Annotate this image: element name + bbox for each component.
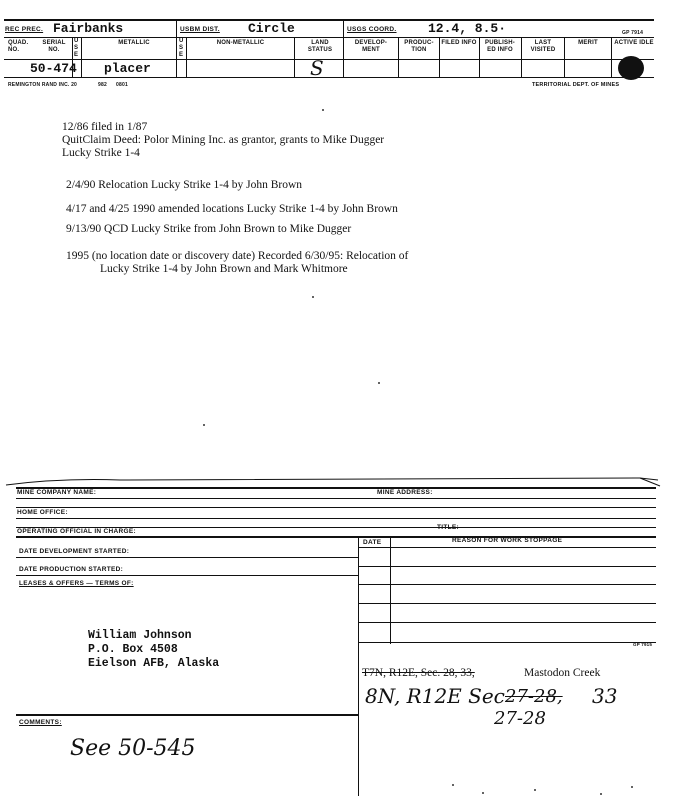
form-rule (16, 487, 656, 489)
note-line: 12/86 filed in 1/87 (62, 121, 148, 133)
mine-company-label: MINE COMPANY NAME: (17, 489, 97, 496)
table-rule (358, 584, 656, 585)
form-code-bottom: GP 7915 (633, 642, 653, 647)
form-rule (16, 714, 358, 716)
col-divider (564, 37, 565, 77)
col-divider (186, 37, 187, 77)
usgs-coord-label: USGS COORD. (347, 26, 397, 33)
address-city: Eielson AFB, Alaska (88, 657, 220, 670)
note-line: QuitClaim Deed: Polor Mining Inc. as grantor, grants to Mike Dugger (62, 134, 385, 146)
comments-label: COMMENTS: (19, 719, 62, 726)
col-divider (294, 37, 295, 77)
col-active-idle: ACTIVE IDLE (614, 40, 654, 46)
note-line: 1995 (no location date or discovery date) Recorded 6/30/95: Relocation of (66, 250, 409, 262)
table-rule (358, 566, 656, 567)
col-metallic: METALLIC (118, 40, 150, 46)
serial-value: 50-474 (30, 61, 77, 76)
home-office-label: HOME OFFICE: (17, 509, 68, 516)
col-use-nonmetallic: U S E (179, 38, 184, 58)
col-production: PRODUC- TION (404, 40, 434, 53)
location-creek: Mastodon Creek (524, 667, 601, 679)
location-hand-1-tail: 33 (592, 684, 618, 708)
reason-stoppage-label: REASON FOR WORK STOPPAGE (452, 537, 563, 544)
table-rule (358, 622, 656, 623)
location-struck: T7N, R12E, Sec. 28, 33, (362, 667, 475, 679)
table-rule (358, 603, 656, 604)
operating-official-label: OPERATING OFFICIAL IN CHARGE: (17, 528, 136, 535)
usgs-coord-value: 12.4, 8.5· (428, 21, 507, 36)
speck (600, 793, 602, 795)
col-divider (343, 19, 344, 37)
active-idle-mark (618, 56, 644, 80)
speck (322, 109, 324, 111)
header-rule-bottom (4, 77, 654, 78)
col-development: DEVELOP- MENT (354, 40, 388, 53)
land-status-value: S (310, 56, 324, 80)
table-rule (358, 547, 656, 548)
note-line: Lucky Strike 1-4 by John Brown and Mark Whitmore (100, 263, 348, 275)
usbm-dist-value: Circle (248, 21, 295, 36)
form-rule (16, 575, 358, 576)
speck (312, 296, 314, 298)
speck (482, 792, 484, 794)
table-divider (390, 536, 391, 644)
leases-offers-label: LEASES & OFFERS — TERMS OF: (19, 580, 134, 587)
form-rule (16, 498, 656, 499)
col-divider (176, 19, 177, 77)
title-label: TITLE: (437, 524, 460, 531)
col-use-metallic: U S E (74, 38, 79, 58)
col-divider (343, 37, 344, 77)
date-dev-started-label: DATE DEVELOPMENT STARTED: (19, 548, 130, 555)
form-rule (16, 557, 358, 558)
location-hand-2: 27-28 (494, 708, 546, 729)
note-line: 9/13/90 QCD Lucky Strike from John Brown to Mike Dugger (66, 223, 352, 235)
col-divider (479, 37, 480, 77)
table-divider (358, 536, 359, 796)
location-hand-1-struck: 27-28, (505, 686, 563, 707)
col-divider (521, 37, 522, 77)
speck (203, 424, 205, 426)
col-last-visited: LAST VISITED (530, 40, 556, 53)
col-land-status: LAND STATUS (307, 40, 333, 53)
form-rule (16, 507, 656, 508)
col-divider (611, 37, 612, 77)
form-rule (16, 518, 656, 519)
speck (378, 382, 380, 384)
department-text: TERRITORIAL DEPT. OF MINES (532, 82, 620, 88)
col-quad-no: QUAD. NO. (8, 40, 29, 53)
col-merit: MERIT (578, 40, 598, 46)
printer-code-2: 0801 (116, 82, 128, 88)
col-published-info: PUBLISH- ED INFO (485, 40, 515, 53)
note-line: 4/17 and 4/25 1990 amended locations Lucky Strike 1-4 by John Brown (66, 203, 398, 215)
comments-handwritten: See 50-545 (70, 736, 196, 761)
header-rule-row (4, 59, 654, 60)
form-code-top: GP 7914 (622, 30, 644, 36)
date-prod-started-label: DATE PRODUCTION STARTED: (19, 566, 124, 573)
col-divider (398, 37, 399, 77)
printer-text: REMINGTON RAND INC. 20 (8, 82, 78, 88)
address-box: P.O. Box 4508 (88, 643, 178, 656)
speck (631, 786, 633, 788)
rec-prec-label: REC PREC. (5, 26, 44, 33)
address-name: William Johnson (88, 629, 192, 642)
col-non-metallic: NON-METALLIC (216, 40, 265, 46)
rec-prec-value: Fairbanks (53, 21, 124, 36)
printer-code-1: 982 (98, 82, 107, 88)
metallic-value: placer (104, 61, 151, 76)
col-serial-no: SERIAL NO. (42, 40, 66, 53)
speck (452, 784, 454, 786)
col-filed-info: FILED INFO (441, 40, 477, 46)
header-rule-mid (4, 37, 654, 38)
table-rule (358, 642, 656, 643)
note-line: Lucky Strike 1-4 (62, 147, 140, 159)
note-line: 2/4/90 Relocation Lucky Strike 1-4 by John Brown (66, 179, 303, 191)
location-hand-1: 8N, R12E Sec (365, 684, 505, 708)
usbm-dist-label: USBM DIST. (180, 26, 220, 33)
mine-address-label: MINE ADDRESS: (377, 489, 433, 496)
speck (534, 789, 536, 791)
col-divider (439, 37, 440, 77)
date-column-label: DATE (363, 539, 382, 546)
